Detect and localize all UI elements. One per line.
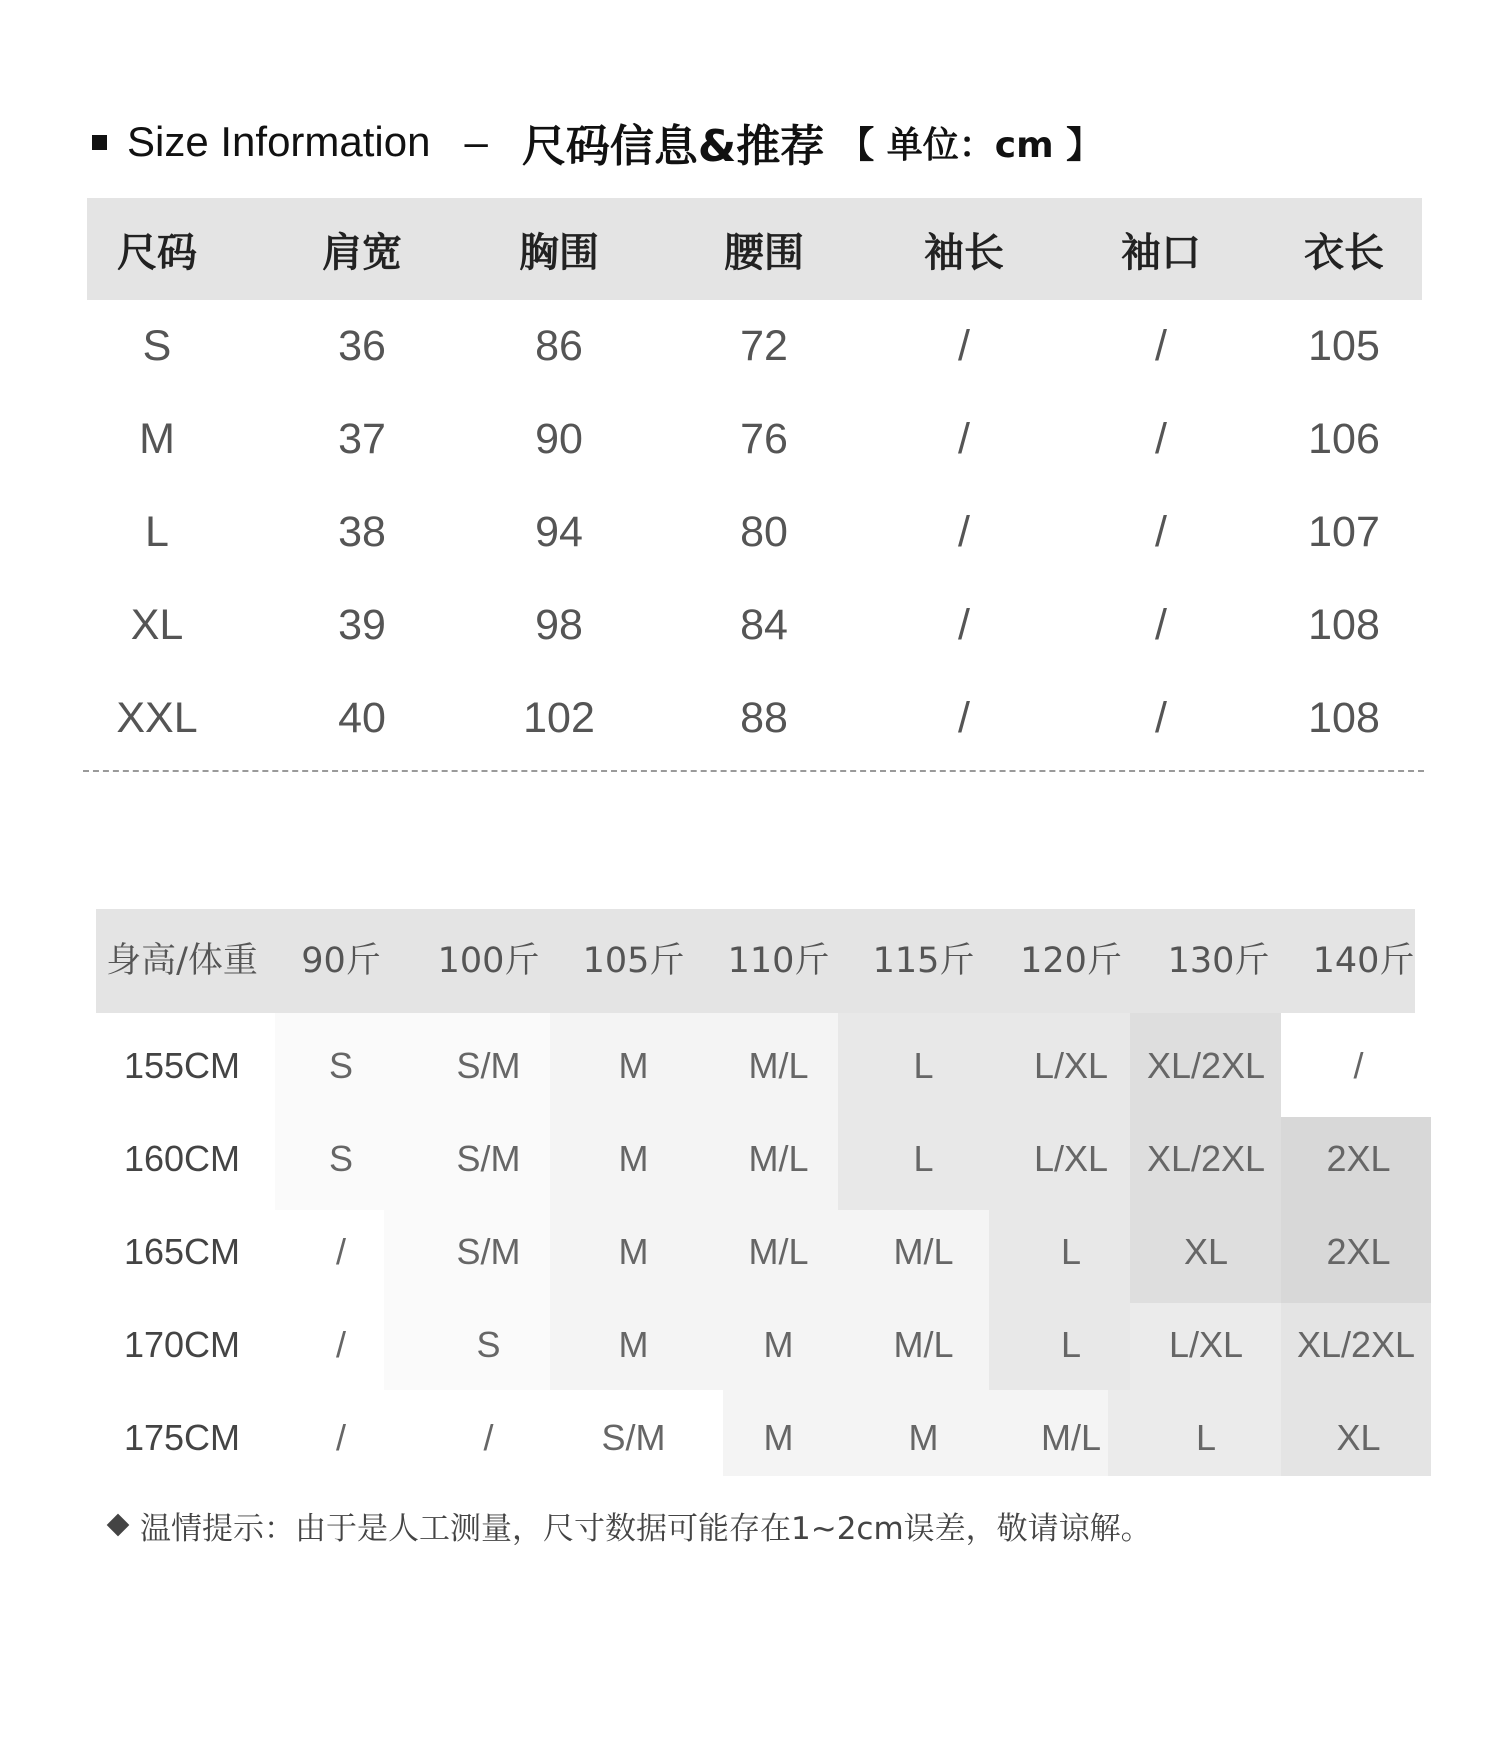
size-table-header xyxy=(87,198,1422,300)
header-weight-105: 105斤 xyxy=(582,941,685,981)
header-height-weight: 身高/体重 xyxy=(106,941,258,981)
cell-size: S xyxy=(142,322,172,370)
tip-text: 温情提示：由于是人工测量，尺寸数据可能存在1~2cm误差，敬请谅解。 xyxy=(140,1510,1152,1547)
cell-cuff: / xyxy=(1155,694,1167,742)
cell-size: M/L xyxy=(748,1138,809,1179)
cell-size: XL/2XL xyxy=(1296,1324,1416,1365)
header-shoulder: 肩宽 xyxy=(322,229,402,276)
cell-size: L/XL xyxy=(1033,1045,1109,1086)
cell-size: 2XL xyxy=(1326,1138,1391,1179)
cell-size: 2XL xyxy=(1326,1231,1391,1272)
cell-shoulder: 38 xyxy=(338,508,386,556)
cell-size: L xyxy=(1195,1417,1217,1458)
cell-size: / xyxy=(335,1324,346,1365)
cell-size: S/M xyxy=(456,1045,521,1086)
cell-size: L/XL xyxy=(1168,1324,1244,1365)
cell-length: 108 xyxy=(1308,694,1380,742)
dashed-divider xyxy=(83,770,1424,772)
cell-size: S xyxy=(328,1045,353,1086)
bullet-square-icon xyxy=(92,135,107,150)
row-height: 175CM xyxy=(123,1417,241,1458)
cell-waist: 72 xyxy=(740,322,788,370)
cell-size: M xyxy=(139,415,175,463)
table-row xyxy=(87,672,1422,765)
cell-shoulder: 36 xyxy=(338,322,386,370)
header-weight-90: 90斤 xyxy=(301,941,381,981)
title-separator: – xyxy=(464,118,488,165)
cell-size: S xyxy=(476,1324,501,1365)
table-row xyxy=(87,579,1422,672)
cell-waist: 84 xyxy=(740,601,788,649)
cell-size: XL/2XL xyxy=(1146,1138,1266,1179)
header-sleeve: 袖长 xyxy=(924,229,1004,276)
cell-size: M/L xyxy=(748,1231,809,1272)
cell-length: 108 xyxy=(1308,601,1380,649)
size-table xyxy=(87,198,1422,765)
header-weight-120: 120斤 xyxy=(1020,941,1122,981)
table-row xyxy=(96,1205,1415,1298)
cell-size: L xyxy=(1060,1231,1082,1272)
cell-length: 107 xyxy=(1308,508,1380,556)
cell-size: S/M xyxy=(601,1417,666,1458)
table-row xyxy=(87,486,1422,579)
cell-sleeve: / xyxy=(958,415,970,463)
cell-size: / xyxy=(335,1231,346,1272)
diamond-bullet-icon xyxy=(107,1514,130,1537)
row-height: 170CM xyxy=(123,1324,241,1365)
cell-waist: 88 xyxy=(740,694,788,742)
cell-size: L xyxy=(145,508,169,556)
cell-sleeve: / xyxy=(958,508,970,556)
cell-size: XL/2XL xyxy=(1146,1045,1266,1086)
cell-size: L xyxy=(913,1045,934,1086)
title-english: Size Information xyxy=(127,118,431,165)
cell-size: XXL xyxy=(116,694,198,742)
cell-chest: 102 xyxy=(523,694,595,742)
row-height: 165CM xyxy=(123,1231,241,1272)
header-weight-130: 130斤 xyxy=(1167,941,1270,981)
header-chest: 胸围 xyxy=(519,229,599,276)
cell-size: M xyxy=(618,1045,649,1086)
cell-size: XL xyxy=(1336,1417,1381,1458)
header-weight-110: 110斤 xyxy=(727,941,830,981)
cell-size: S/M xyxy=(456,1138,521,1179)
cell-cuff: / xyxy=(1155,508,1167,556)
header-weight-100: 100斤 xyxy=(437,941,540,981)
cell-shoulder: 39 xyxy=(338,601,386,649)
cell-chest: 86 xyxy=(535,322,583,370)
header-weight-115: 115斤 xyxy=(872,941,975,981)
cell-size: M xyxy=(618,1231,649,1272)
table-row xyxy=(96,1019,1415,1112)
row-height: 160CM xyxy=(123,1138,241,1179)
cell-length: 105 xyxy=(1308,322,1380,370)
cell-size: / xyxy=(1353,1045,1364,1086)
cell-size: M/L xyxy=(748,1045,809,1086)
header-waist: 腰围 xyxy=(724,229,804,276)
cell-size: / xyxy=(335,1417,346,1458)
cell-size: M/L xyxy=(1040,1417,1101,1458)
recommend-table xyxy=(96,909,1415,1471)
table-row xyxy=(87,393,1422,486)
cell-size: M xyxy=(763,1417,794,1458)
cell-size: M xyxy=(618,1324,649,1365)
cell-shoulder: 37 xyxy=(338,415,386,463)
cell-chest: 98 xyxy=(535,601,583,649)
row-height: 155CM xyxy=(123,1045,241,1086)
table-row xyxy=(96,1391,1415,1484)
cell-shoulder: 40 xyxy=(338,694,386,742)
cell-size: / xyxy=(483,1417,494,1458)
recommend-body xyxy=(96,1013,1415,1471)
cell-waist: 76 xyxy=(740,415,788,463)
cell-size: S/M xyxy=(456,1231,521,1272)
header-size: 尺码 xyxy=(117,229,197,276)
title-unit: 【 单位：cm 】 xyxy=(838,124,1103,166)
header-weight-140: 140斤 xyxy=(1312,941,1415,981)
cell-cuff: / xyxy=(1155,322,1167,370)
cell-chest: 90 xyxy=(535,415,583,463)
cell-length: 106 xyxy=(1308,415,1380,463)
cell-sleeve: / xyxy=(958,322,970,370)
cell-waist: 80 xyxy=(740,508,788,556)
title-chinese: 尺码信息&推荐 xyxy=(521,121,825,172)
cell-chest: 94 xyxy=(535,508,583,556)
cell-cuff: / xyxy=(1155,415,1167,463)
cell-size: XL xyxy=(130,601,184,649)
cell-sleeve: / xyxy=(958,694,970,742)
cell-size: M/L xyxy=(893,1324,954,1365)
cell-size: L xyxy=(1060,1324,1082,1365)
table-row xyxy=(96,1298,1415,1391)
cell-size: L xyxy=(913,1138,934,1179)
cell-size: L/XL xyxy=(1033,1138,1109,1179)
tip-note xyxy=(110,1500,1152,1550)
cell-size: XL xyxy=(1183,1231,1229,1272)
cell-cuff: / xyxy=(1155,601,1167,649)
cell-size: M/L xyxy=(893,1231,954,1272)
page-title xyxy=(92,112,1102,172)
cell-sleeve: / xyxy=(958,601,970,649)
table-row xyxy=(96,1112,1415,1205)
cell-size: M xyxy=(618,1138,649,1179)
header-cuff: 袖口 xyxy=(1121,229,1201,276)
cell-size: M xyxy=(908,1417,939,1458)
table-row xyxy=(87,300,1422,393)
recommend-header xyxy=(96,909,1415,1013)
cell-size: M xyxy=(763,1324,794,1365)
cell-size: S xyxy=(328,1138,353,1179)
header-length: 衣长 xyxy=(1304,229,1384,276)
